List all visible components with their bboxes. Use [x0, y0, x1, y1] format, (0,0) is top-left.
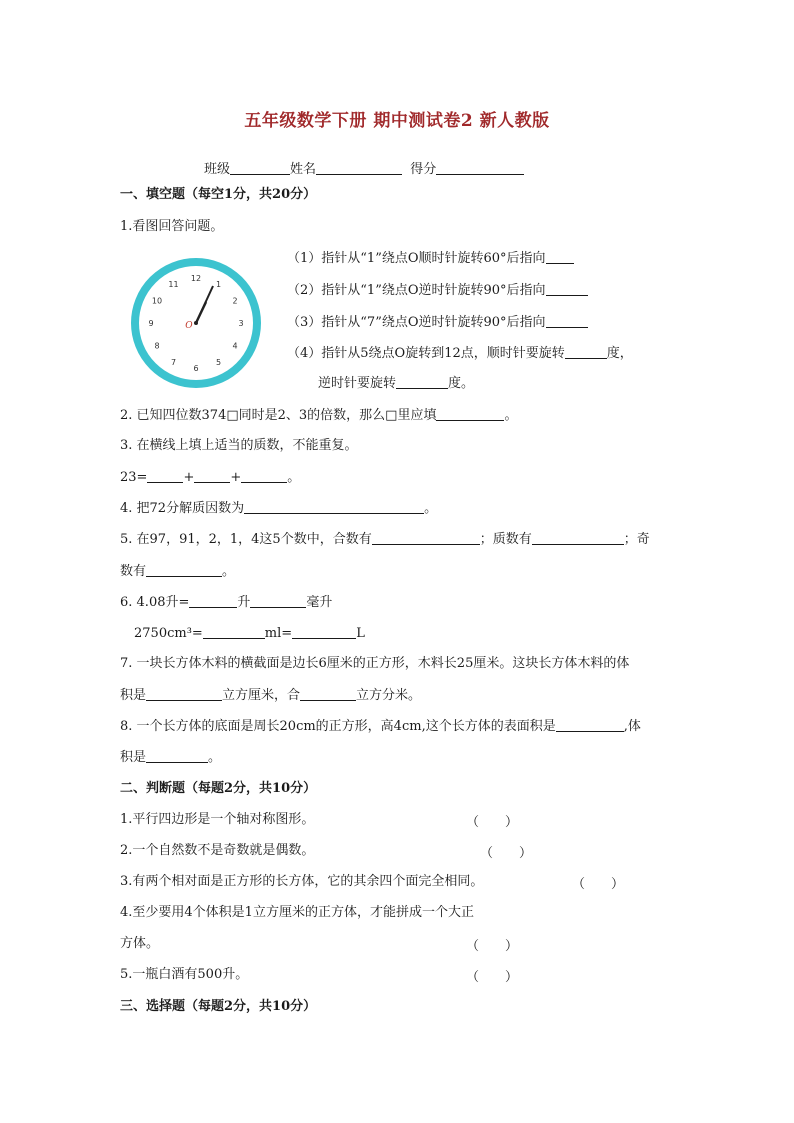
tf-item-4: 4.至少要用4个体积是1立方厘米的正方体，才能拼成一个大正 — [120, 905, 474, 920]
q6-ml2-unit: ml= — [264, 626, 293, 641]
clock-number-3: 3 — [238, 319, 244, 328]
tf-paren-5[interactable]: （ ） — [466, 970, 519, 985]
q7-cm3-unit: 立方厘米，合 — [222, 688, 301, 703]
q3-blank-2[interactable] — [194, 468, 230, 483]
q1-sub3-text: （3）指针从“7”绕点O逆时针旋转90°后指向 — [287, 315, 546, 330]
q1-stem: 1.看图回答问题。 — [120, 219, 224, 234]
q5-blank-composite[interactable] — [372, 530, 480, 545]
q6-l-unit: L — [356, 626, 365, 641]
q6-line2 — [134, 624, 365, 643]
q7-line2-text: 积是 — [120, 688, 147, 703]
clock-icon — [126, 253, 266, 393]
q8-end: 。 — [208, 750, 222, 765]
q4 — [120, 499, 437, 518]
q6-ml-unit: 毫升 — [306, 595, 333, 610]
q8-line2-text: 积是 — [120, 750, 147, 765]
q4-end: 。 — [424, 501, 438, 516]
clock-number-6: 6 — [193, 364, 199, 373]
q4-text: 4. 把72分解质因数为 — [120, 501, 245, 516]
q4-blank[interactable] — [244, 499, 424, 514]
q8-line2 — [120, 748, 221, 767]
q5-prime-label: ；质数有 — [479, 532, 532, 547]
q1-sub2-text: （2）指针从“1”绕点O逆时针旋转90°后指向 — [287, 283, 546, 298]
q3-blank-3[interactable] — [241, 468, 287, 483]
clock-number-4: 4 — [232, 341, 238, 351]
q1-sub4-line2-text: 逆时针要旋转 — [318, 376, 397, 391]
q2-blank[interactable] — [436, 406, 504, 421]
clock-number-5: 5 — [215, 358, 222, 367]
q1-sub1 — [287, 249, 574, 268]
q5-line2 — [120, 562, 235, 581]
q1-sub4-blank-b[interactable] — [396, 374, 448, 389]
q6-blank-liter[interactable] — [189, 593, 237, 608]
q8-blank-area[interactable] — [556, 717, 624, 732]
student-info-row — [204, 160, 524, 179]
clock-center — [194, 321, 198, 325]
q5-line1 — [120, 530, 650, 549]
tf-paren-2[interactable]: （ ） — [480, 846, 533, 861]
clock-number-12: 12 — [190, 274, 202, 283]
q3-plus-1: + — [183, 470, 195, 485]
q7-blank-dm3[interactable] — [300, 686, 356, 701]
name-blank[interactable] — [316, 160, 402, 175]
clock-number-1: 1 — [215, 280, 222, 289]
q6-blank-ml[interactable] — [250, 593, 306, 608]
tf-item-3: 3.有两个相对面是正方形的长方体，它的其余四个面完全相同。 — [120, 874, 484, 889]
q1-sub3-blank[interactable] — [546, 313, 588, 328]
q3-blank-1[interactable] — [147, 468, 183, 483]
q1-sub4-end: 度， — [606, 346, 633, 361]
q5-blank-odd[interactable] — [146, 562, 222, 577]
clock-number-11: 11 — [168, 280, 179, 289]
tf-item-5: 5.一瓶白酒有500升。 — [120, 967, 249, 982]
q6-blank-l[interactable] — [292, 624, 356, 639]
q5-odd-label: ；奇 — [623, 532, 650, 547]
q8-blank-volume[interactable] — [146, 748, 208, 763]
clock-number-8: 8 — [154, 341, 160, 351]
q1-sub1-blank[interactable] — [546, 249, 574, 264]
tf-paren-4[interactable]: （ ） — [466, 939, 519, 954]
q6-blank-ml2[interactable] — [203, 624, 265, 639]
q3-lhs: 23= — [120, 470, 148, 485]
q2-text: 2. 已知四位数374□同时是2、3的倍数，那么□里应填 — [120, 408, 437, 423]
q8-line1 — [120, 717, 641, 736]
tf-item-4-line2: 方体。 — [120, 936, 160, 951]
q5-end: 。 — [222, 564, 236, 579]
name-label: 姓名 — [290, 162, 317, 177]
clock-number-9: 9 — [148, 319, 154, 328]
q3-end: 。 — [287, 470, 301, 485]
q7-line1: 7. 一块长方体木料的横截面是边长6厘米的正方形，木料长25厘米。这块长方体木料的体 — [120, 656, 630, 671]
q5-line2-text: 数有 — [120, 564, 147, 579]
q1-sub4-line2-end: 度。 — [448, 376, 475, 391]
q3-answer — [120, 468, 300, 487]
q1-sub4 — [287, 344, 633, 363]
class-label: 班级 — [204, 162, 231, 177]
tf-item-2: 2.一个自然数不是奇数就是偶数。 — [120, 843, 315, 858]
score-label: 得分 — [410, 162, 437, 177]
q5-text: 5. 在97，91，2，1，4这5个数中，合数有 — [120, 532, 372, 547]
clock-number-7: 7 — [170, 358, 177, 367]
q6-line1 — [120, 593, 332, 612]
q3-stem: 3. 在横线上填上适当的质数，不能重复。 — [120, 438, 358, 453]
class-blank[interactable] — [230, 160, 290, 175]
q7-line2 — [120, 686, 421, 705]
clock-number-10: 10 — [151, 296, 163, 306]
section2-header: 二、判断题（每题2分，共10分） — [120, 781, 317, 796]
q1-sub1-text: （1）指针从“1”绕点O顺时针旋转60°后指向 — [287, 251, 546, 266]
clock-number-2: 2 — [232, 296, 238, 306]
q2 — [120, 406, 517, 425]
clock-center-label: O — [185, 321, 193, 331]
q1-sub2 — [287, 281, 588, 300]
q1-sub4-text: （4）指针从5绕点O旋转到12点，顺时针要旋转 — [287, 346, 565, 361]
section3-header: 三、选择题（每题2分，共10分） — [120, 999, 317, 1014]
q1-sub3 — [287, 313, 588, 332]
q6-text: 6. 4.08升= — [120, 595, 190, 610]
q6-liter-unit: 升 — [237, 595, 251, 610]
q1-sub4-blank-a[interactable] — [565, 344, 607, 359]
score-blank[interactable] — [436, 160, 524, 175]
tf-paren-1[interactable]: （ ） — [466, 815, 519, 830]
q8-volume-label: ,体 — [623, 719, 641, 734]
q3-plus-2: + — [230, 470, 242, 485]
q7-dm3-unit: 立方分米。 — [356, 688, 422, 703]
q7-blank-cm3[interactable] — [146, 686, 222, 701]
tf-item-1: 1.平行四边形是一个轴对称图形。 — [120, 812, 315, 827]
q1-sub2-blank[interactable] — [546, 281, 588, 296]
q6-line2-text: 2750cm³= — [134, 626, 203, 641]
q1-sub4-line2 — [318, 374, 474, 393]
q8-text: 8. 一个长方体的底面是周长20cm的正方形，高4cm,这个长方体的表面积是 — [120, 719, 556, 734]
page-title: 五年级数学下册 期中测试卷2 新人教版 — [244, 111, 550, 131]
section1-header: 一、填空题（每空1分，共20分） — [120, 187, 317, 202]
tf-paren-3[interactable]: （ ） — [572, 877, 625, 892]
q5-blank-prime[interactable] — [532, 530, 624, 545]
q2-end: 。 — [504, 408, 518, 423]
